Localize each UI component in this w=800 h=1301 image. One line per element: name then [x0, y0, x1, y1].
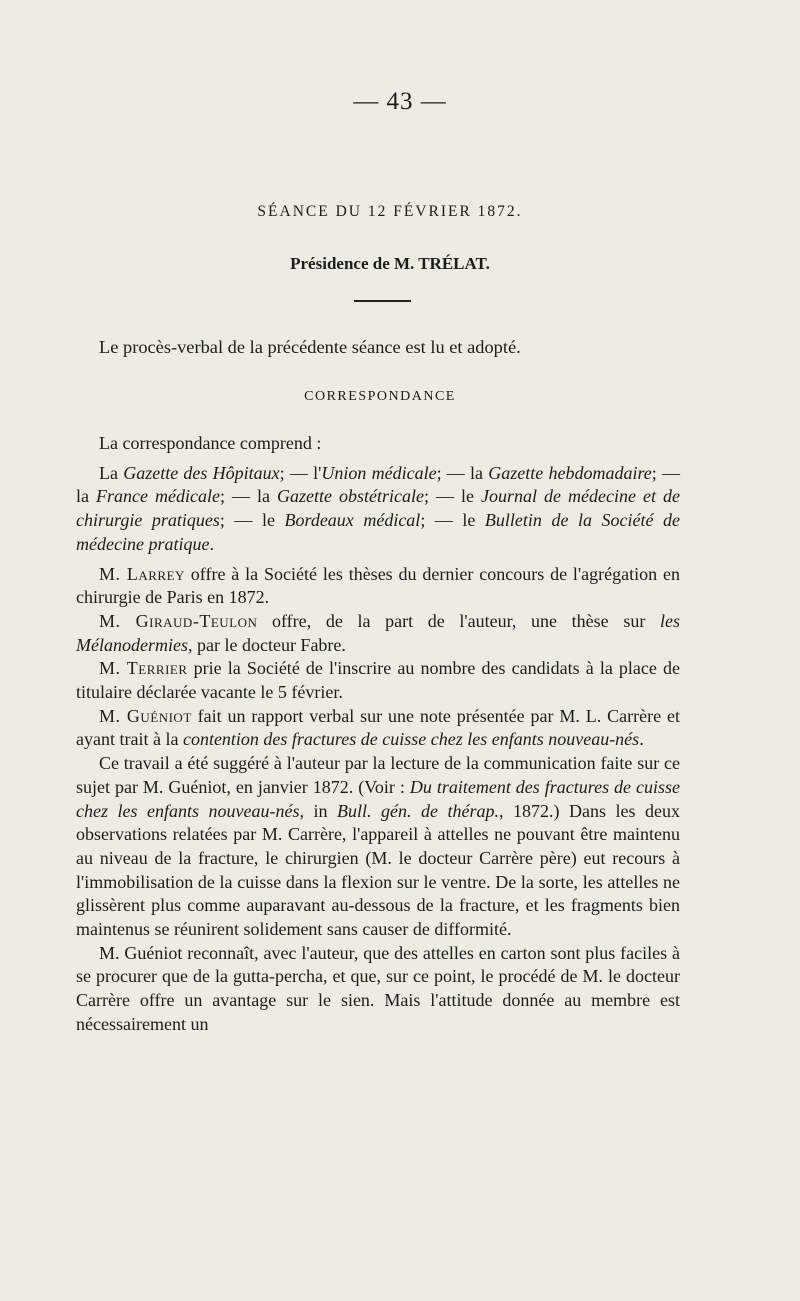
member-name: M. Larrey [99, 563, 185, 584]
item-terrier [76, 657, 680, 704]
minutes-text: Le procès-verbal de la précédente séance est lu et adopté. [99, 337, 521, 357]
journals-text: ; — le [420, 510, 485, 531]
paragraph-text: , in [299, 800, 337, 821]
note-title: contention des fractures de cuisse chez les enfants nouveau-nés [182, 729, 640, 750]
item-text: fait un rapport verbal sur une note présentée par M. L. Carrère et ayant trait à la [76, 705, 680, 750]
item-giraud-teulon [76, 610, 680, 657]
journals-text: ; — l' [279, 462, 322, 483]
item-text: offre, de la part de l'auteur, une thèse sur [257, 610, 660, 631]
member-name: M. Terrier [99, 658, 188, 679]
page-number: — 43 — [353, 88, 447, 115]
correspondance-intro: La correspondance comprend : [99, 433, 322, 453]
reference-title: Du traitement des fractures de cuisse chez les enfants nouveau-nés [76, 776, 680, 821]
journals-text: ; — la [219, 486, 278, 507]
journals-text: ; — la [436, 462, 489, 483]
correspondance-body [76, 432, 680, 1037]
paragraph-last: M. Guéniot reconnaît, avec l'auteur, que des attelles en carton sont plus faciles à se procurer que de la gutta-percha, et que, sur ce point, le procédé de M. le docteur Carrère offre un avantage sur le sien. Mais l'attitude donnée au membre est nécessairement un [76, 942, 680, 1034]
thesis-title: les Mélanodermies [76, 610, 680, 655]
journals-text: ; — la [76, 462, 681, 507]
section-title: CORRESPONDANCE [304, 389, 456, 404]
member-name: M. Guéniot [99, 705, 192, 726]
journal-title: Bulletin de la Société de médecine pratique [76, 510, 681, 554]
item-text: . [639, 729, 644, 750]
divider-rule [354, 300, 411, 302]
journals-text: ; — le [219, 510, 285, 531]
item-text: offre à la Société les thèses du dernier concours de l'agrégation en chirurgie de Paris en 1872. [76, 563, 680, 608]
item-larrey [76, 563, 680, 610]
minutes-paragraph [76, 336, 680, 360]
session-title: SÉANCE DU 12 FÉVRIER 1872. [257, 203, 523, 220]
item-gueniot [76, 705, 680, 752]
presidence-line: Présidence de M. TRÉLAT. [290, 254, 490, 273]
journal-title: Journal de médecine et de chirurgie pratiques [76, 486, 681, 531]
journals-text: La [99, 462, 124, 483]
journal-title: Gazette des Hôpitaux [123, 462, 280, 483]
journals-list [76, 462, 680, 557]
item-text: prie la Société de l'inscrire au nombre des candidats à la place de titulaire déclarée vacante le 5 février. [76, 658, 680, 703]
item-text: , par le docteur Fabre. [187, 634, 346, 655]
journal-title: Union médicale [321, 462, 437, 483]
journal-title: France médicale [96, 486, 220, 507]
paragraph-text: , 1872.) Dans les deux observations relatées par M. Carrère, l'appareil à attelles ne pouvant être maintenu au niveau de la fracture, le chirurgien (M. le docteur Carrère père) eut recours à l'immobilisation de la cuisse dans la flexion sur le ventre. De la sorte, les attelles ne glissèrent plus comme auparavant au-dessous de la fracture, et les fragments bien maintenus se réunirent solidement sans causer de difformité. [76, 800, 680, 940]
journals-text: . [209, 533, 214, 554]
member-name: M. Giraud-Teulon [99, 610, 258, 631]
reference-journal: Bull. gén. de thérap. [336, 800, 499, 821]
journal-title: Bordeaux médical [284, 510, 421, 531]
paragraph-work [76, 752, 680, 942]
journal-title: Gazette obstétricale [277, 486, 424, 507]
journals-text: ; — le [424, 486, 482, 507]
journal-title: Gazette hebdomadaire [488, 462, 652, 483]
paragraph-text: Ce travail a été suggéré à l'auteur par la lecture de la communication faite sur ce sujet par M. Guéniot, en janvier 1872. (Voir : [76, 753, 680, 797]
